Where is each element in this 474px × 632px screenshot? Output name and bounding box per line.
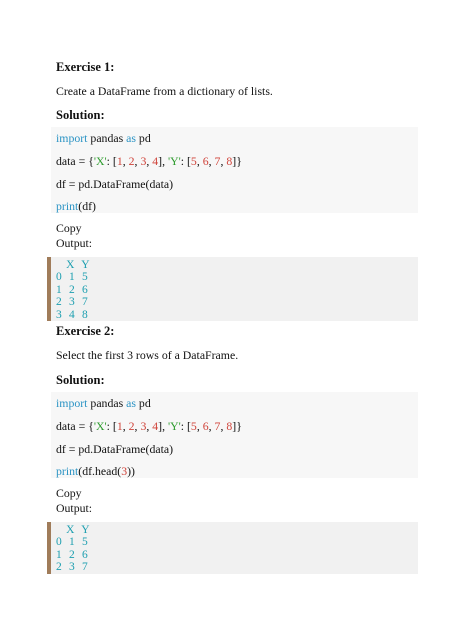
- exercise-1-solution-label: Solution:: [56, 108, 105, 122]
- code-line-print: print(df.head(3)): [56, 464, 135, 478]
- exercise-1-copy-button[interactable]: Copy: [56, 221, 82, 235]
- exercise-2-output-bar: [47, 522, 51, 574]
- exercise-1-output-bar: [47, 257, 51, 321]
- output-line: X Y: [56, 524, 91, 536]
- exercise-2-heading: Exercise 2:: [56, 324, 115, 338]
- code-line-dataframe: df = pd.DataFrame(data): [56, 442, 174, 456]
- output-line: 2 3 7: [56, 561, 89, 573]
- code-line-data: data = {'X': [1, 2, 3, 4], 'Y': [5, 6, 7, 8]}: [56, 419, 242, 433]
- exercise-2-solution-label: Solution:: [56, 373, 105, 387]
- exercise-2-description: Select the first 3 rows of a DataFrame.: [56, 348, 239, 362]
- exercise-1-output-block: [47, 257, 418, 321]
- code-line-import: import pandas as pd: [56, 396, 151, 410]
- exercise-1-output-label: Output:: [56, 236, 93, 250]
- exercise-1-heading: Exercise 1:: [56, 60, 115, 74]
- output-line: 1 2 6: [56, 549, 89, 561]
- output-line: X Y: [56, 259, 91, 271]
- exercise-2-output-label: Output:: [56, 501, 93, 515]
- output-line: 1 2 6: [56, 284, 89, 296]
- exercise-2-copy-button[interactable]: Copy: [56, 486, 82, 500]
- code-line-data: data = {'X': [1, 2, 3, 4], 'Y': [5, 6, 7, 8]}: [56, 154, 242, 168]
- output-line: 2 3 7: [56, 296, 89, 308]
- code-line-print: print(df): [56, 199, 96, 213]
- output-line: 0 1 5: [56, 271, 89, 283]
- exercise-1-description: Create a DataFrame from a dictionary of lists.: [56, 84, 273, 98]
- output-line: 3 4 8: [56, 309, 89, 321]
- exercise-2-output-block: [47, 522, 418, 574]
- code-line-dataframe: df = pd.DataFrame(data): [56, 177, 174, 191]
- output-line: 0 1 5: [56, 536, 89, 548]
- code-line-import: import pandas as pd: [56, 131, 151, 145]
